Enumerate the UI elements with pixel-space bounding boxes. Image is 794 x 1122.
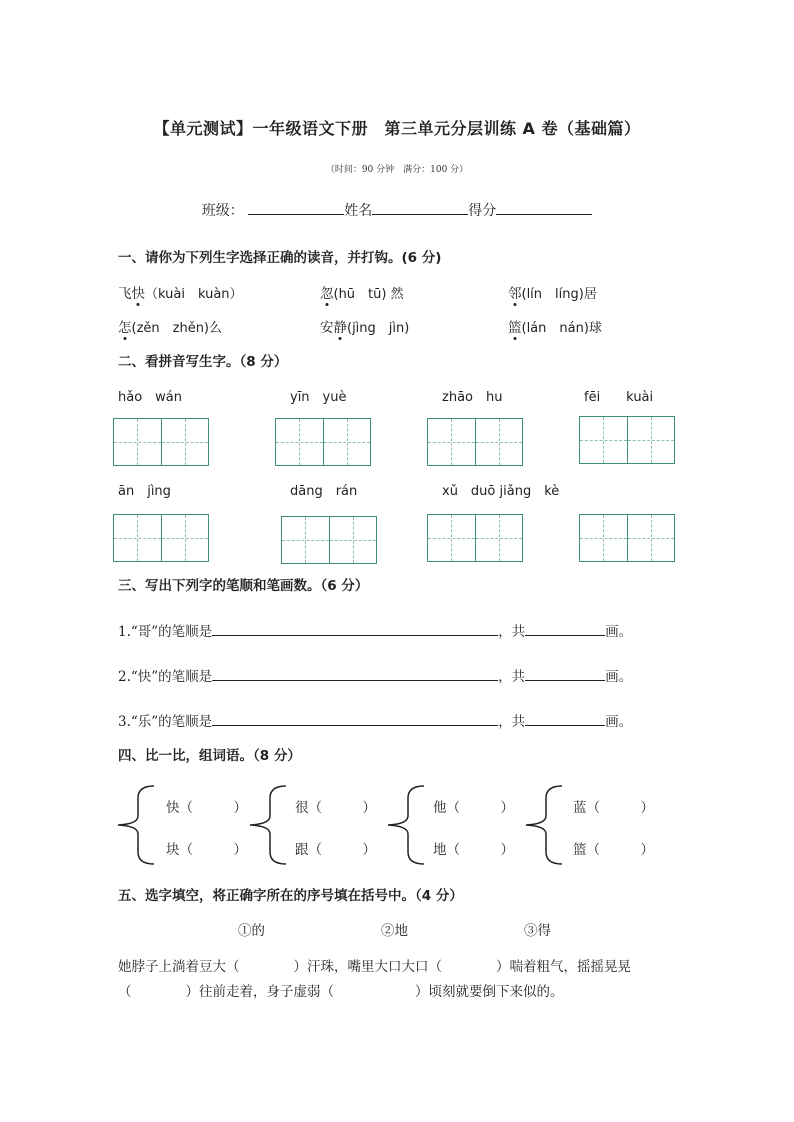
pinyin-choice-item[interactable] xyxy=(118,282,243,302)
stroke-order-line xyxy=(118,710,632,730)
stroke-prompt: 2.“快”的笔顺是 xyxy=(118,669,213,685)
pinyin-prompt: xǔ duō jiǎng kè xyxy=(442,484,560,499)
pinyin-options: (lín líng)居 xyxy=(521,287,597,302)
target-char: 忽 xyxy=(320,286,334,302)
section-3-title: 三、写出下列字的笔顺和笔画数。（6 分） xyxy=(118,578,369,594)
pinyin-options: (jìng jìn) xyxy=(347,321,410,336)
option-1: ①的 xyxy=(238,923,265,939)
name-blank[interactable] xyxy=(372,201,468,215)
compare-word-top[interactable]: 他（ ） xyxy=(433,800,514,816)
stroke-count-blank[interactable] xyxy=(525,668,605,681)
score-label: 得分 xyxy=(468,203,497,219)
section-4-title: 四、比一比，组词语。（8 分） xyxy=(118,748,301,764)
name-label: 姓名 xyxy=(344,203,373,219)
option-2: ②地 xyxy=(381,923,408,939)
pinyin-options: (zěn zhěn)么 xyxy=(131,321,223,336)
student-info-line xyxy=(0,200,794,220)
compare-word-top[interactable]: 快（ ） xyxy=(166,800,247,816)
pinyin-options: (lán nán)球 xyxy=(521,321,602,336)
brace-icon xyxy=(246,784,288,866)
compare-word-bottom[interactable]: 跟（ ） xyxy=(295,842,376,858)
pinyin-choice-item[interactable] xyxy=(320,316,409,336)
target-char: 邻 xyxy=(508,286,522,302)
stroke-unit: 画。 xyxy=(605,669,633,685)
compare-word-bottom[interactable]: 地（ ） xyxy=(433,842,514,858)
compare-word-top[interactable]: 蓝（ ） xyxy=(573,800,654,816)
brace-icon xyxy=(384,784,426,866)
stroke-count-label: ，共 xyxy=(498,714,526,730)
section-1-title: 一、请你为下列生字选择正确的读音，并打钩。(6 分) xyxy=(118,250,442,266)
writing-grid[interactable] xyxy=(427,514,523,562)
writing-grid[interactable] xyxy=(113,514,209,562)
pinyin-choice-item[interactable] xyxy=(508,282,597,302)
stroke-prompt: 3.“乐”的笔顺是 xyxy=(118,714,213,730)
fill-in-paragraph: 她脖子上淌着豆大（ ）汗珠，嘴里大口大口（ ）喘着粗气，摇摇晃晃（ ）往前走着，身子虚弱（ ）顷刻就要倒下来似的。 xyxy=(118,959,631,1000)
brace-icon xyxy=(114,784,156,866)
pinyin-choice-item[interactable] xyxy=(118,316,222,336)
stroke-count-label: ，共 xyxy=(498,624,526,640)
option-3: ③得 xyxy=(524,923,551,939)
pinyin-choice-item[interactable] xyxy=(320,282,404,302)
compare-word-top[interactable]: 很（ ） xyxy=(295,800,376,816)
compare-word-bottom[interactable]: 块（ ） xyxy=(166,842,247,858)
pinyin-options: （kuài kuàn） xyxy=(145,287,243,302)
stroke-count-blank[interactable] xyxy=(525,713,605,726)
exam-time-score: （时间：90 分钟 满分：100 分） xyxy=(325,165,469,175)
target-char: 快 xyxy=(131,286,145,302)
writing-grid[interactable] xyxy=(579,416,675,464)
stroke-order-blank[interactable] xyxy=(212,668,498,681)
target-char: 篮 xyxy=(508,320,522,336)
stroke-count-blank[interactable] xyxy=(525,623,605,636)
class-label: 班级： xyxy=(201,203,244,219)
pinyin-prompt: dāng rán xyxy=(290,484,358,499)
pinyin-choice-item[interactable] xyxy=(508,316,602,336)
stroke-prompt: 1.“哥”的笔顺是 xyxy=(118,624,213,640)
compare-word-bottom[interactable]: 篮（ ） xyxy=(573,842,654,858)
writing-grid[interactable] xyxy=(579,514,675,562)
score-blank[interactable] xyxy=(496,201,592,215)
class-blank[interactable] xyxy=(248,201,344,215)
writing-grid[interactable] xyxy=(281,516,377,564)
writing-grid[interactable] xyxy=(275,418,371,466)
stroke-order-line xyxy=(118,665,632,685)
stroke-unit: 画。 xyxy=(605,624,633,640)
page-title: 【单元测试】一年级语文下册 第三单元分层训练 A 卷（基础篇） xyxy=(153,119,641,138)
pinyin-prompt: yīn yuè xyxy=(290,390,347,405)
target-char: 静 xyxy=(333,320,347,336)
stroke-order-blank[interactable] xyxy=(212,623,498,636)
writing-grid[interactable] xyxy=(113,418,209,466)
pinyin-prompt: fēi kuài xyxy=(584,390,654,405)
pinyin-options: (hū tū) 然 xyxy=(333,287,404,302)
pinyin-prompt: ān jìng xyxy=(118,484,171,499)
stroke-count-label: ，共 xyxy=(498,669,526,685)
writing-grid[interactable] xyxy=(427,418,523,466)
item-prefix: 安 xyxy=(320,320,334,336)
section-2-title: 二、看拼音写生字。（8 分） xyxy=(118,354,288,370)
brace-icon xyxy=(522,784,564,866)
section-5-title: 五、选字填空，将正确字所在的序号填在括号中。（4 分） xyxy=(118,888,463,904)
target-char: 怎 xyxy=(118,320,132,336)
pinyin-prompt: zhāo hu xyxy=(442,390,503,405)
item-prefix: 飞 xyxy=(118,286,132,302)
stroke-unit: 画。 xyxy=(605,714,633,730)
stroke-order-blank[interactable] xyxy=(212,713,498,726)
pinyin-prompt: hǎo wán xyxy=(118,390,182,405)
stroke-order-line xyxy=(118,620,632,640)
